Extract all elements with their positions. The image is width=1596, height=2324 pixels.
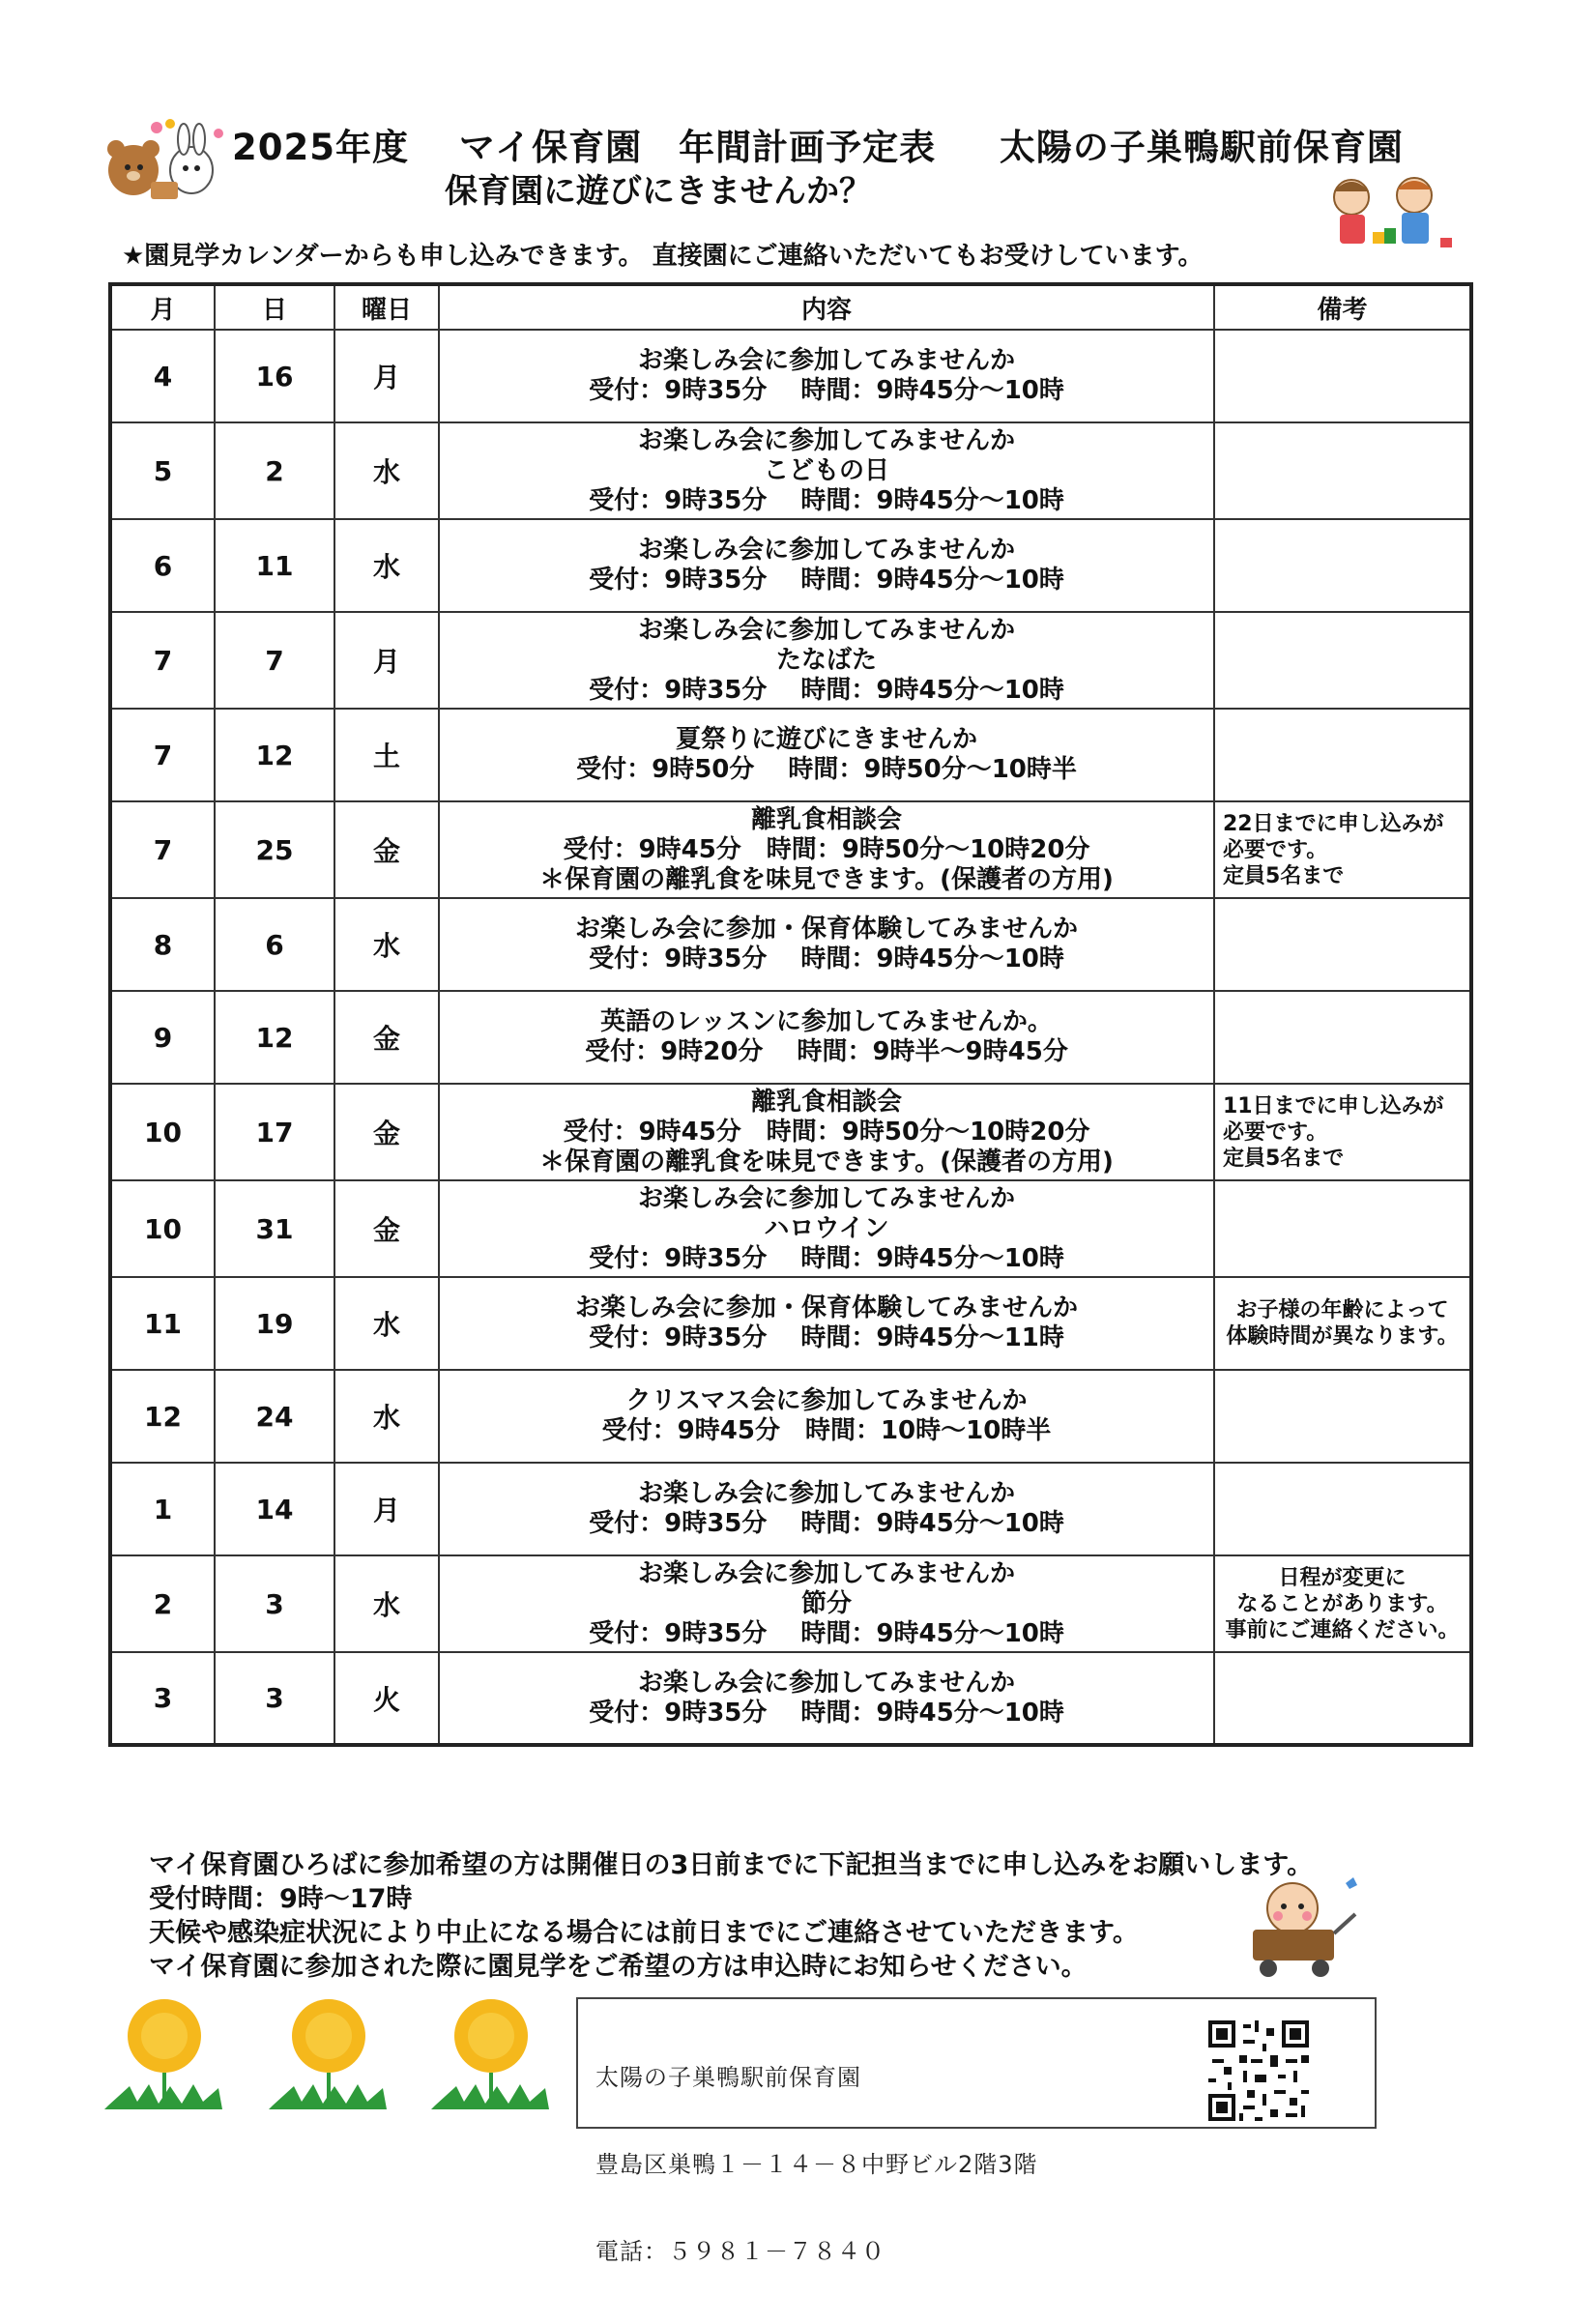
address-box [576, 1997, 1377, 2265]
month-cell: 8 [110, 898, 215, 991]
weekday-cell: 水 [334, 1555, 439, 1652]
header-month: 月 [110, 284, 215, 330]
month-cell: 7 [110, 612, 215, 709]
table-row [110, 1277, 1471, 1370]
day-cell: 7 [215, 612, 334, 709]
table-row [110, 1555, 1471, 1652]
content-line: お楽しみ会に参加してみませんか [637, 536, 1015, 565]
baby-cart-illustration [1239, 1875, 1365, 1982]
content-line: 受付：9時35分 時間：9時45分～10時 [589, 1618, 1064, 1648]
content-line: 受付：9時45分 時間：10時～10時半 [601, 1416, 1052, 1445]
table-row [110, 1463, 1471, 1555]
content-line: お楽しみ会に参加してみませんか [637, 1183, 1015, 1213]
note-line: 日程が変更に [1278, 1565, 1407, 1590]
month-cell: 10 [110, 1180, 215, 1277]
page-title: 2025年度 マイ保育園 年間計画予定表 太陽の子巣鴨駅前保育園 [232, 127, 1404, 168]
nursery-name: 太陽の子巣鴨駅前保育園 [595, 2064, 861, 2091]
table-row [110, 991, 1471, 1084]
header-weekday: 曜日 [334, 284, 439, 330]
content-line: 受付：9時35分 時間：9時45分～10時 [589, 566, 1064, 595]
day-cell: 31 [215, 1180, 334, 1277]
address-text [595, 2005, 1038, 2324]
footer-line: マイ保育園ひろばに参加希望の方は開催日の3日前までに下記担当までに申し込みをお願いします。 [149, 1850, 1314, 1880]
note-line: 必要です。 [1223, 1119, 1328, 1145]
content-line: お楽しみ会に参加してみませんか [637, 346, 1015, 375]
weekday-cell: 金 [334, 991, 439, 1084]
children-playing-illustration [1313, 170, 1458, 259]
note-cell [1214, 1180, 1471, 1277]
note-line: 事前にご連絡ください。 [1225, 1617, 1460, 1642]
footer-line: 受付時間：9時～17時 [149, 1884, 413, 1914]
content-cell [439, 1652, 1214, 1745]
content-line: 受付：9時35分 時間：9時45分～10時 [589, 1509, 1064, 1538]
content-line: ＊保育園の離乳食を味見できます。(保護者の方用) [539, 1147, 1114, 1177]
content-line: 受付：9時35分 時間：9時45分～10時 [589, 675, 1064, 705]
content-cell [439, 1084, 1214, 1180]
day-cell: 25 [215, 801, 334, 898]
table-row [110, 709, 1471, 801]
weekday-cell: 金 [334, 1180, 439, 1277]
note-cell [1214, 1370, 1471, 1463]
header-day: 日 [215, 284, 334, 330]
content-line: お楽しみ会に参加・保育体験してみませんか [574, 915, 1078, 944]
content-line: クリスマス会に参加してみませんか [625, 1386, 1028, 1415]
month-cell: 6 [110, 519, 215, 612]
note-cell [1214, 1463, 1471, 1555]
day-cell: 19 [215, 1277, 334, 1370]
content-cell [439, 1277, 1214, 1370]
dandelion-illustration [427, 1990, 553, 2115]
note-line: なることがあります。 [1236, 1591, 1448, 1616]
content-cell [439, 898, 1214, 991]
note-cell [1214, 1277, 1471, 1370]
notice-text: ★園見学カレンダーからも申し込みできます。 直接園にご連絡いただいてもお受けしています。 [122, 242, 1204, 271]
content-cell [439, 519, 1214, 612]
month-cell: 1 [110, 1463, 215, 1555]
note-line: 必要です。 [1223, 837, 1328, 862]
content-line: お楽しみ会に参加してみませんか [637, 1558, 1015, 1588]
day-cell: 14 [215, 1463, 334, 1555]
table-row [110, 1180, 1471, 1277]
note-line: 定員5名まで [1223, 863, 1345, 888]
month-cell: 2 [110, 1555, 215, 1652]
month-cell: 11 [110, 1277, 215, 1370]
note-cell [1214, 422, 1471, 519]
note-cell [1214, 1555, 1471, 1652]
day-cell: 12 [215, 991, 334, 1084]
month-cell: 3 [110, 1652, 215, 1745]
weekday-cell: 水 [334, 1277, 439, 1370]
content-line: ハロウイン [764, 1213, 889, 1243]
content-line: たなばた [775, 645, 877, 675]
weekday-cell: 金 [334, 1084, 439, 1180]
content-cell [439, 801, 1214, 898]
content-line: 受付：9時35分 時間：9時45分～10時 [589, 485, 1064, 515]
weekday-cell: 土 [334, 709, 439, 801]
table-row [110, 1652, 1471, 1745]
dandelion-illustration [265, 1990, 391, 2115]
content-line: 夏祭りに遊びにきませんか [675, 725, 977, 754]
content-cell [439, 1180, 1214, 1277]
weekday-cell: 月 [334, 1463, 439, 1555]
table-row [110, 898, 1471, 991]
note-line: 定員5名まで [1223, 1146, 1345, 1171]
content-cell [439, 991, 1214, 1084]
content-cell [439, 422, 1214, 519]
day-cell: 12 [215, 709, 334, 801]
day-cell: 2 [215, 422, 334, 519]
weekday-cell: 水 [334, 1370, 439, 1463]
note-line: 22日までに申し込みが [1223, 811, 1444, 836]
note-line: 体験時間が異なります。 [1226, 1324, 1459, 1349]
content-line: お楽しみ会に参加・保育体験してみませんか [574, 1293, 1078, 1322]
note-cell [1214, 1084, 1471, 1180]
weekday-cell: 火 [334, 1652, 439, 1745]
content-line: 受付：9時35分 時間：9時45分～10時 [589, 376, 1064, 405]
weekday-cell: 水 [334, 898, 439, 991]
content-cell [439, 330, 1214, 422]
note-line: 11日までに申し込みが [1223, 1093, 1444, 1118]
weekday-cell: 月 [334, 330, 439, 422]
content-line: 受付：9時35分 時間：9時45分～11時 [589, 1323, 1064, 1352]
content-line: 受付：9時35分 時間：9時45分～10時 [589, 1243, 1064, 1273]
footer-line: マイ保育園に参加された際に園見学をご希望の方は申込時にお知らせください。 [149, 1952, 1088, 1982]
content-line: 英語のレッスンに参加してみませんか。 [600, 1007, 1053, 1036]
month-cell: 5 [110, 422, 215, 519]
street-address: 豊島区巣鴨１－１４－８中野ビル2階3階 [595, 2151, 1038, 2178]
footer-line: 天候や感染症状況により中止になる場合には前日までにご連絡させていただきます。 [149, 1918, 1139, 1948]
note-cell [1214, 709, 1471, 801]
note-cell [1214, 801, 1471, 898]
day-cell: 24 [215, 1370, 334, 1463]
month-cell: 12 [110, 1370, 215, 1463]
dandelion-illustration [101, 1990, 226, 2115]
content-line: 受付：9時45分 時間：9時50分～10時20分 [563, 1117, 1090, 1147]
table-row [110, 519, 1471, 612]
weekday-cell: 金 [334, 801, 439, 898]
day-cell: 3 [215, 1652, 334, 1745]
note-cell [1214, 991, 1471, 1084]
content-cell [439, 709, 1214, 801]
content-line: お楽しみ会に参加してみませんか [637, 1668, 1015, 1698]
page-subtitle: 保育園に遊びにきませんか？ [445, 172, 872, 211]
day-cell: 16 [215, 330, 334, 422]
day-cell: 11 [215, 519, 334, 612]
day-cell: 6 [215, 898, 334, 991]
header-content: 内容 [439, 284, 1214, 330]
table-row [110, 330, 1471, 422]
content-line: 受付：9時45分 時間：9時50分～10時20分 [563, 834, 1090, 864]
note-cell [1214, 519, 1471, 612]
content-cell [439, 612, 1214, 709]
content-cell [439, 1370, 1214, 1463]
table-row [110, 801, 1471, 898]
note-line: お子様の年齢によって [1235, 1298, 1449, 1322]
content-line: 受付：9時35分 時間：9時45分～10時 [589, 944, 1064, 973]
content-cell [439, 1555, 1214, 1652]
schedule-table [108, 282, 1473, 1747]
content-line: 離乳食相談会 [750, 1087, 902, 1117]
month-cell: 7 [110, 709, 215, 801]
content-cell [439, 1463, 1214, 1555]
bear-rabbit-illustration [95, 114, 230, 211]
qr-code[interactable] [1204, 2017, 1313, 2125]
note-cell [1214, 330, 1471, 422]
content-line: 受付：9時50分 時間：9時50分～10時半 [576, 755, 1077, 784]
phone-number: 電話：５９８１－７８４０ [595, 2238, 885, 2265]
content-line: こどもの日 [763, 455, 889, 485]
note-cell [1214, 898, 1471, 991]
month-cell: 7 [110, 801, 215, 898]
content-line: 受付：9時20分 時間：9時半～9時45分 [585, 1037, 1068, 1066]
weekday-cell: 月 [334, 612, 439, 709]
day-cell: 17 [215, 1084, 334, 1180]
note-cell [1214, 1652, 1471, 1745]
header-notes: 備考 [1214, 284, 1471, 330]
table-row [110, 1370, 1471, 1463]
month-cell: 9 [110, 991, 215, 1084]
content-line: お楽しみ会に参加してみませんか [637, 425, 1015, 455]
table-row [110, 1084, 1471, 1180]
weekday-cell: 水 [334, 422, 439, 519]
month-cell: 4 [110, 330, 215, 422]
content-line: お楽しみ会に参加してみませんか [637, 1479, 1015, 1508]
content-line: お楽しみ会に参加してみませんか [637, 615, 1015, 645]
note-cell [1214, 612, 1471, 709]
table-header-row [110, 284, 1471, 330]
content-line: ＊保育園の離乳食を味見できます。(保護者の方用) [539, 864, 1114, 894]
content-line: 受付：9時35分 時間：9時45分～10時 [589, 1698, 1064, 1728]
content-line: 節分 [800, 1588, 852, 1618]
table-row [110, 422, 1471, 519]
weekday-cell: 水 [334, 519, 439, 612]
day-cell: 3 [215, 1555, 334, 1652]
content-line: 離乳食相談会 [750, 804, 902, 834]
footer-info [149, 1848, 1313, 1984]
table-row [110, 612, 1471, 709]
month-cell: 10 [110, 1084, 215, 1180]
